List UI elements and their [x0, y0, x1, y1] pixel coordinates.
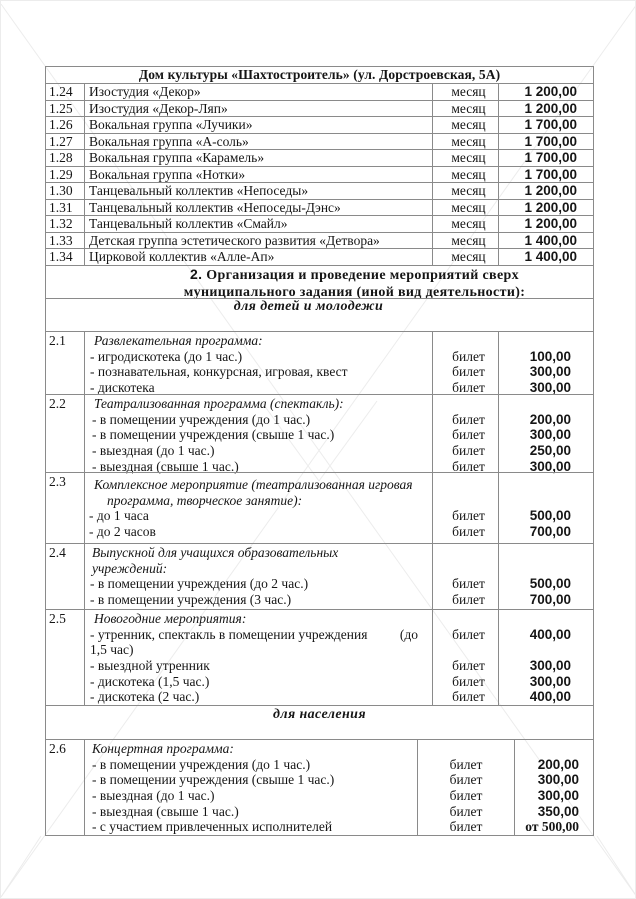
- row-number: 2.3: [49, 474, 66, 489]
- row-unit: месяц: [432, 84, 498, 100]
- row-price: 1 200,00: [498, 84, 593, 100]
- line-text: - познавательная, конкурсная, игровая, квест: [90, 364, 348, 380]
- row-number: 1.25: [49, 100, 73, 116]
- row-price: 200,00 300,00 250,00 300,00: [498, 395, 593, 472]
- row-unit: месяц: [432, 134, 498, 150]
- line-text: - дискотека: [90, 380, 155, 396]
- row-price: 1 200,00: [498, 101, 593, 117]
- block-title: Театрализованная программа (спектакль):: [94, 396, 344, 411]
- group-label-row: [45, 705, 594, 739]
- group-label: для детей и молодежи: [233, 299, 384, 314]
- line-text: - дискотека (2 час.): [90, 689, 200, 705]
- row-unit: месяц: [432, 167, 498, 183]
- row-unit: билет билет билет: [432, 332, 498, 394]
- row-number: 1.31: [49, 199, 73, 215]
- line-text: - игродискотека (до 1 час.): [90, 348, 243, 364]
- group-label-row: [45, 298, 594, 331]
- row-number: 1.30: [49, 183, 73, 198]
- table-row: [45, 133, 594, 150]
- line-text: - выездная (свыше 1 час.): [92, 458, 239, 474]
- row-price: 1 400,00: [498, 249, 593, 265]
- service-block: [45, 543, 594, 609]
- table-row: [45, 100, 594, 117]
- row-unit: месяц: [432, 200, 498, 216]
- section2-title-text: Организация и проведение мероприятий сверх: [206, 268, 520, 283]
- block-title: Развлекательная программа:: [94, 333, 263, 348]
- row-name: Цирковой коллектив «Алле-Ап»: [84, 249, 432, 265]
- line-text: - в помещении учреждения (до 2 час.): [90, 576, 309, 592]
- line-text: - выездной утренник: [90, 658, 210, 674]
- row-price: 1 700,00: [498, 150, 593, 166]
- row-description: [84, 395, 432, 472]
- table-row: [45, 199, 594, 216]
- row-unit: месяц: [432, 249, 498, 265]
- row-price: 1 400,00: [498, 233, 593, 249]
- row-number: 2.6: [49, 741, 66, 756]
- row-description: [84, 473, 432, 543]
- line-text: - в помещении учреждения (3 час.): [90, 592, 292, 608]
- row-name: Танцевальный коллектив «Непоседы-Дэнс»: [84, 200, 432, 216]
- block-title: учреждений:: [92, 560, 168, 576]
- line-text: - утренник, спектакль в помещении учреждения (до: [90, 626, 418, 642]
- row-number: 1.28: [49, 150, 73, 165]
- row-unit: билет билет билет билет: [432, 395, 498, 472]
- line-text: - с участием привлеченных исполнителей: [92, 819, 333, 835]
- line-text: - до 2 часов: [89, 524, 156, 540]
- row-price: 1 700,00: [498, 167, 593, 183]
- service-block: [45, 609, 594, 705]
- row-number: 1.27: [49, 133, 73, 149]
- block-title: программа, творческое занятие):: [107, 492, 303, 508]
- row-number: 1.32: [49, 216, 73, 231]
- line-text: - в помещении учреждения (до 1 час.): [92, 411, 311, 427]
- row-price: 100,00 300,00 300,00: [498, 332, 593, 394]
- service-block: [45, 739, 594, 836]
- row-name: Вокальная группа «Лучики»: [84, 117, 432, 133]
- row-number: 2.2: [49, 396, 66, 411]
- service-block: [45, 331, 594, 394]
- table-row: [45, 149, 594, 166]
- row-unit: месяц: [432, 233, 498, 249]
- row-unit: месяц: [432, 150, 498, 166]
- row-number: 1.24: [49, 84, 73, 99]
- block-title: Выпускной для учащихся образовательных: [92, 545, 339, 560]
- service-block: [45, 394, 594, 472]
- line-text: 1,5 час): [90, 642, 134, 658]
- row-price: 1 200,00: [498, 200, 593, 216]
- row-price: 1 200,00: [498, 183, 593, 199]
- table-row: [45, 182, 594, 199]
- line-text: - в помещении учреждения (до 1 час.): [92, 756, 311, 772]
- row-price: 400,00 300,00 300,00 400,00: [498, 610, 593, 705]
- section1-header-row: [45, 66, 594, 83]
- row-unit: месяц: [432, 117, 498, 133]
- row-name: Танцевальный коллектив «Непоседы»: [84, 183, 432, 199]
- row-unit: месяц: [432, 101, 498, 117]
- block-title: Концертная программа:: [92, 741, 234, 756]
- table-row: [45, 166, 594, 183]
- row-description: [84, 610, 432, 705]
- row-number: 1.29: [49, 166, 73, 182]
- row-unit: билет билет билет билет билет: [417, 740, 514, 835]
- row-number: 1.34: [49, 249, 73, 264]
- row-price: 500,00 700,00: [498, 544, 593, 609]
- line-text: - выездная (свыше 1 час.): [92, 803, 239, 819]
- row-price: 1 200,00: [498, 216, 593, 232]
- row-name: Вокальная группа «А-соль»: [84, 134, 432, 150]
- row-description: [84, 332, 432, 394]
- row-name: Вокальная группа «Карамель»: [84, 150, 432, 166]
- row-description: [84, 544, 432, 609]
- row-unit: билет билет билет билет: [432, 610, 498, 705]
- service-block: [45, 472, 594, 543]
- section2-title-line1: [116, 266, 593, 285]
- line-text: - до 1 часа: [89, 508, 149, 524]
- row-name: Изостудия «Декор-Ляп»: [84, 101, 432, 117]
- section2-title-line2: муниципального задания (иной вид деятельности):: [183, 284, 526, 300]
- row-number: 1.26: [49, 117, 73, 132]
- row-price: 500,00 700,00: [498, 473, 593, 543]
- group-label: для населения: [273, 707, 366, 722]
- line-text: - выездная (до 1 час.): [92, 788, 215, 804]
- table-row: [45, 116, 594, 133]
- table-row: [45, 83, 594, 100]
- table-row: [45, 215, 594, 232]
- section1-header: Дом культуры «Шахтостроитель» (ул. Дорстроевская, 5А): [138, 67, 501, 82]
- row-number: 2.4: [49, 545, 66, 560]
- row-unit: месяц: [432, 183, 498, 199]
- row-number: 1.33: [49, 232, 73, 248]
- row-description: [84, 740, 417, 835]
- row-unit: билет билет: [432, 544, 498, 609]
- row-number: 2.1: [49, 333, 66, 348]
- line-text: - выездная (до 1 час.): [92, 443, 215, 459]
- line-text: - в помещении учреждения (свыше 1 час.): [92, 427, 335, 443]
- row-name: Изостудия «Декор»: [84, 84, 432, 100]
- row-price: 200,00 300,00 300,00 350,00 от 500,00: [514, 740, 593, 835]
- section2-number: 2.: [189, 266, 203, 282]
- table-row: [45, 232, 594, 249]
- row-name: Детская группа эстетического развития «Детвора»: [84, 233, 432, 249]
- line-text: - дискотека (1,5 час.): [90, 673, 210, 689]
- row-number: 2.5: [49, 611, 66, 626]
- row-unit: билет билет: [432, 473, 498, 543]
- row-price: 1 700,00: [498, 134, 593, 150]
- row-price: 1 700,00: [498, 117, 593, 133]
- block-title: Новогодние мероприятия:: [94, 611, 247, 626]
- row-name: Танцевальный коллектив «Смайл»: [84, 216, 432, 232]
- table-row: [45, 248, 594, 265]
- line-text: - в помещении учреждения (свыше 1 час.): [92, 772, 335, 788]
- row-name: Вокальная группа «Нотки»: [84, 167, 432, 183]
- row-unit: месяц: [432, 216, 498, 232]
- block-title: Комплексное мероприятие (театрализованная игровая: [94, 477, 413, 492]
- section2-header-row: [45, 265, 594, 298]
